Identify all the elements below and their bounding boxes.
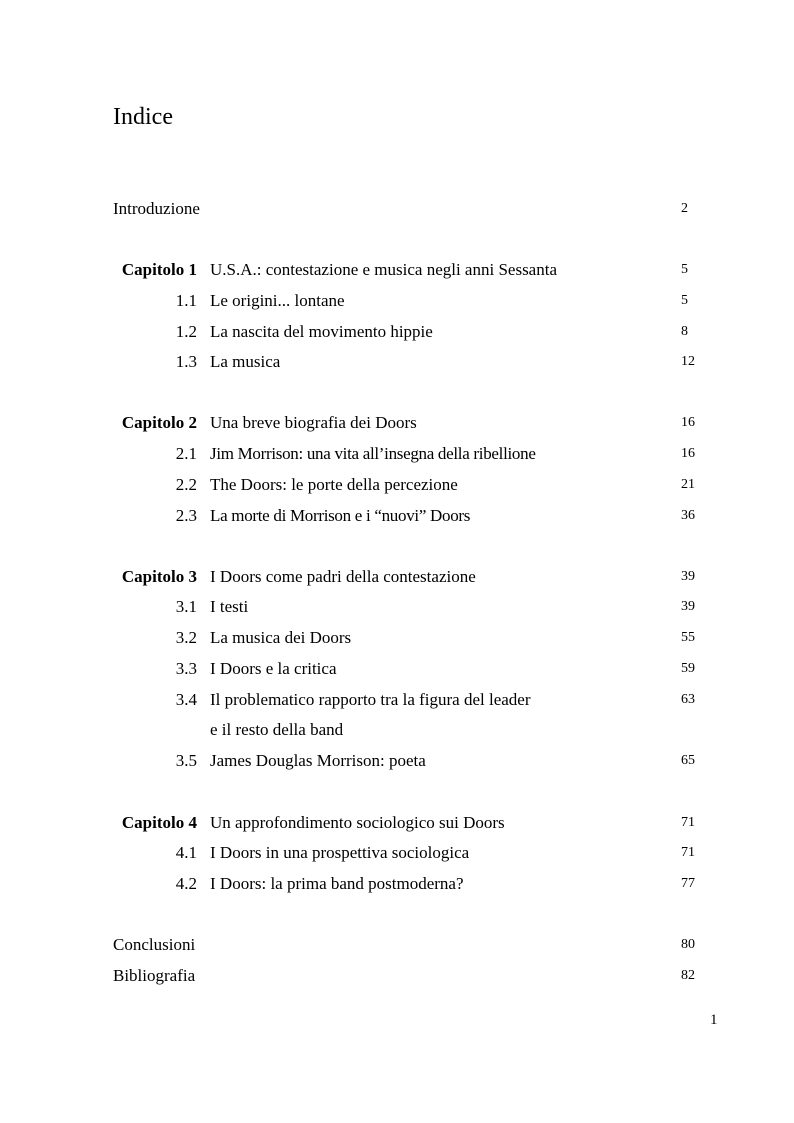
toc-section-number: 1.1 [175,291,197,310]
toc-entry-bibliografia [113,964,693,988]
toc-entry-label: La morte di Morrison e i “nuovi” Doors [210,506,471,525]
toc-section-number: 3.3 [175,659,197,678]
toc-entry-introduzione [113,197,693,221]
toc-entry-label: Un approfondimento sociologico sui Doors [210,813,505,832]
toc-entry-label: Le origini... lontane [210,291,345,310]
toc-entry-page: 82 [681,968,695,983]
toc-section-number: 4.2 [175,874,197,893]
toc-section-number: 2.2 [175,475,197,494]
toc-chapter-number: Capitolo 3 [121,567,197,586]
toc-chapter-1 [113,258,693,282]
toc-section-1-2 [113,320,693,344]
toc-entry-label: I testi [210,597,249,616]
toc-section-3-4-continued [113,718,693,742]
toc-entry-label: Bibliografia [113,966,196,985]
toc-entry-page: 16 [681,415,695,430]
toc-entry-label: U.S.A.: contestazione e musica negli anni Sessanta [210,260,557,279]
toc-entry-label: La musica dei Doors [210,628,352,647]
toc-section-number: 2.3 [175,506,197,525]
toc-section-3-2 [113,626,693,650]
toc-chapter-3 [113,565,693,589]
toc-chapter-number: Capitolo 2 [121,413,197,432]
toc-entry-page: 80 [681,937,695,952]
toc-entry-page: 71 [681,845,695,860]
toc-section-3-3 [113,657,693,681]
toc-section-4-1 [113,841,693,865]
toc-section-2-2 [113,473,693,497]
toc-entry-label: I Doors: la prima band postmoderna? [210,874,464,893]
toc-section-1-3 [113,350,693,374]
toc-section-3-5 [113,749,693,773]
toc-entry-page: 59 [681,661,695,676]
toc-section-number: 3.1 [175,597,197,616]
toc-section-number: 3.5 [175,751,197,770]
toc-section-number: 3.4 [175,690,197,709]
toc-section-number: 1.3 [175,352,197,371]
toc-entry-page: 5 [681,293,688,308]
toc-entry-page: 77 [681,876,695,891]
toc-entry-page: 16 [681,446,695,461]
toc-chapter-number: Capitolo 4 [121,813,197,832]
toc-chapter-4 [113,811,693,835]
toc-section-2-1 [113,442,693,466]
toc-entry-label: I Doors in una prospettiva sociologica [210,843,470,862]
toc-entry-label: La musica [210,352,281,371]
toc-entry-label: Jim Morrison: una vita all’insegna della ribellione [210,444,536,463]
toc-entry-label: The Doors: le porte della percezione [210,475,458,494]
toc-entry-label: Il problematico rapporto tra la figura del leader [210,690,531,709]
toc-chapter-2 [113,411,693,435]
toc-entry-page: 71 [681,815,695,830]
toc-entry-label: I Doors e la critica [210,659,337,678]
page-number: 1 [710,1012,718,1028]
toc-entry-page: 39 [681,599,695,614]
toc-section-1-1 [113,289,693,313]
toc-entry-page: 39 [681,569,695,584]
toc-entry-page: 21 [681,477,695,492]
toc-entry-page: 12 [681,354,695,369]
toc-entry-label: Conclusioni [113,935,196,954]
toc-entry-page: 2 [681,201,688,216]
toc-entry-page: 55 [681,630,695,645]
toc-section-4-2 [113,872,693,896]
page-title: Indice [113,104,173,130]
toc-entry-page: 63 [681,692,695,707]
toc-section-2-3 [113,504,693,528]
toc-entry-label: e il resto della band [210,720,344,739]
toc-section-number: 4.1 [175,843,197,862]
toc-chapter-number: Capitolo 1 [121,260,197,279]
toc-section-3-1 [113,595,693,619]
toc-entry-label: La nascita del movimento hippie [210,322,433,341]
toc-entry-page: 65 [681,753,695,768]
toc-entry-label: Introduzione [113,199,200,218]
toc-entry-label: Una breve biografia dei Doors [210,413,417,432]
toc-entry-conclusioni [113,933,693,957]
toc-entry-page: 36 [681,508,695,523]
toc-entry-label: I Doors come padri della contestazione [210,567,476,586]
toc-entry-page: 8 [681,324,688,339]
toc-section-number: 2.1 [175,444,197,463]
toc-entry-label: James Douglas Morrison: poeta [210,751,426,770]
toc-section-number: 3.2 [175,628,197,647]
toc-entry-page: 5 [681,262,688,277]
toc-section-3-4 [113,688,693,712]
toc-section-number: 1.2 [175,322,197,341]
